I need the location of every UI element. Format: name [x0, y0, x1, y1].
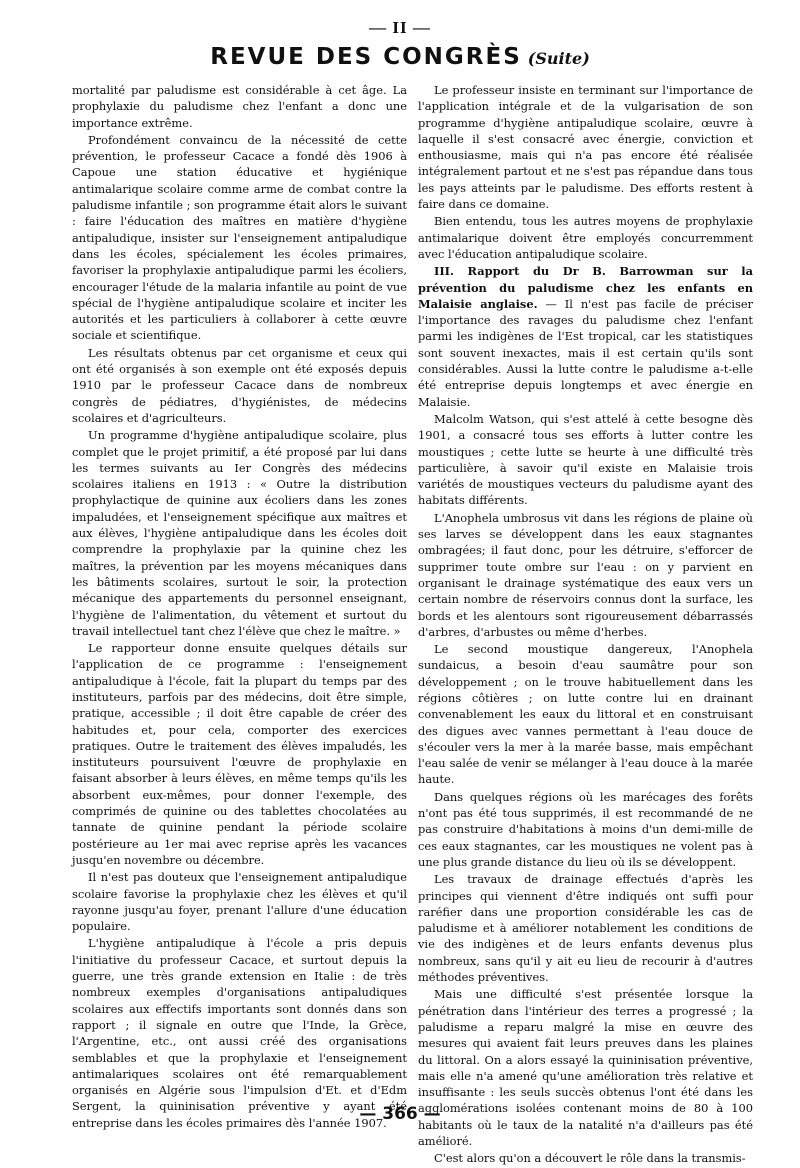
- right-column: [418, 82, 753, 1168]
- paragraph: Le rapporteur donne ensuite quelques détails sur l'application de ce programme : l'enseignement antipaludique à l'école, fait la plupart du temps par des instituteurs, parfois par des médecins, doit être simple, pratique, accessible ; il doit être capable de créer des habitudes et, pour cela, comporter des exercices pratiques. Outre le traitement des élèves impaludés, les instituteurs poursuivent l'œuvre de prophylaxie en faisant absorber à leurs élèves, en même temps qu'ils les absorbent eux-mêmes, pour donner l'exemple, des comprimés de quinine ou des tablettes chocolatées au tannate de quinine pendant la période scolaire postérieure au 1er mai avec reprise après les vacances jusqu'en novembre ou décembre.: [72, 641, 407, 867]
- section-body: — Il n'est pas facile de préciser l'importance des ravages du paludisme chez l'enfant parmi les indigènes de l'Est tropical, car les statistiques sont souvent inexactes, mais il est certain qu'ils sont considérables. Aussi la lutte contre le paludisme a-t-elle été entreprise depuis longtemps et avec énergie en Malaisie.: [418, 296, 754, 409]
- paragraph: Les résultats obtenus par cet organisme et ceux qui ont été organisés à son exemple ont été exposés depuis 1910 par le professeur Cacace dans de nombreux congrès de pédiatres, d'hygiénistes, de médecins scolaires et d'agriculteurs.: [72, 345, 407, 425]
- paragraph: Les travaux de drainage effectués d'après les principes qui viennent d'être indiqués ont suffi pour raréfier dans une proportion considérable les cas de paludisme et à améliorer notablement les conditions de vie des indigènes et de leurs enfants devenus plus nombreux, sans qu'il y ait eu lieu de recourir à d'autres méthodes préventives.: [418, 872, 753, 985]
- page-roman-numeral: — II —: [369, 18, 431, 37]
- page-header: [0, 44, 800, 70]
- journal-title-suite: (Suite): [527, 49, 590, 68]
- paragraph: L'hygiène antipaludique à l'école a pris depuis l'initiative du professeur Cacace, et surtout depuis la guerre, une très grande extension en Italie : de très nombreux exemples d'organisations antipaludiques scolaires aux effectifs importants sont donnés dans son rapport ; il signale en outre que l'Inde, la Grèce, l'Argentine, etc., ont aussi créé des organisations semblables et que la prophylaxie et l'enseignement antimalariques scolaires ont été remarquablement organisés en Algérie sous l'impulsion d'Et. et d'Edm Sergent, la quininisation préventive y ayant été entreprise dans les écoles primaires dès l'année 1907.: [72, 936, 407, 1130]
- paragraph: Le professeur insiste en terminant sur l'importance de l'application intégrale et de la vulgarisation de son programme d'hygiène antipaludique scolaire, œuvre à laquelle il s'est consacré avec énergie, conviction et enthousiasme, mais qui n'a pas encore été réalisée intégralement partout et ne s'est pas répandue dans tous les pays atteints par le paludisme. Des efforts restent à faire dans ce domaine.: [418, 83, 753, 212]
- journal-title: REVUE DES CONGRÈS: [210, 44, 522, 70]
- paragraph: mortalité par paludisme est considérable à cet âge. La prophylaxie du paludisme chez l'enfant a donc une importance extrême.: [72, 83, 407, 130]
- section-heading: III. Rapport du Dr B. Barrowman sur la prévention du paludisme chez les enfants en Malaisie anglaise.: [418, 264, 753, 311]
- paragraph: Malcolm Watson, qui s'est attelé à cette besogne dès 1901, a consacré tous ses efforts à lutter contre les moustiques ; cette lutte se heurte à une difficulté très particulière, à savoir qu'il existe en Malaisie trois variétés de moustiques vecteurs du paludisme ayant des habitats différents.: [418, 411, 753, 508]
- paragraph: Mais une difficulté s'est présentée lorsque la pénétration dans l'intérieur des terres a progressé ; la paludisme a reparu malgré la mise en œuvre des mesures qui avaient fait leurs preuves dans les plaines du littoral. On a alors essayé la quininisation préventive, mais elle n'a amené qu'une amélioration très relative et insuffisante : les seuls succès obtenus l'ont été dans les agglomérations isolées contenant moins de 80 à 100 habitants où le taux de la natalité n'a d'ailleurs pas été amélioré.: [418, 987, 753, 1148]
- paragraph: Dans quelques régions où les marécages des forêts n'ont pas été tous supprimés, il est recommandé de ne pas construire d'habitations à moins d'un demi-mille de ces eaux stagnantes, car les moustiques ne volent pas à une plus grande distance du lieu où ils se développent.: [418, 789, 753, 869]
- paragraph: Un programme d'hygiène antipaludique scolaire, plus complet que le projet primitif, a été proposé par lui dans les termes suivants au Ier Congrès des médecins scolaires italiens en 1913 : « Outre la distribution prophylactique de quinine aux écoliers dans les zones impaludées, et l'enseignement spécifique aux maîtres et aux élèves, l'hygiène antipaludique dans les écoles doit comprendre la prophylaxie par la quinine chez les maîtres, la prévention par les moyens mécaniques dans les bâtiments scolaires, surtout le soir, la protection mécanique des appartements du personnel enseignant, l'hygiène de l'alimentation, du vêtement et surtout du travail intellectuel tant chez l'élève que chez le maître. »: [72, 428, 407, 638]
- page-number: — 366 —: [359, 1104, 441, 1124]
- paragraph: Profondément convaincu de la nécessité de cette prévention, le professeur Cacace a fondé dès 1906 à Capoue une station éducative et hygiénique antimalarique scolaire comme arme de combat contre la paludisme infantile ; son programme était alors le suivant : faire l'éducation des maîtres en matière d'hygiène antipaludique, insister sur l'enseignement antipaludique dans les écoles, spécialement les écoles primaires, favoriser la prophylaxie antipaludique parmi les écoliers, encourager l'étude de la malaria infantile au point de vue spécial de l'hygiène antipaludique scolaire et inciter les autorités et les particuliers à collaborer à cette œuvre sociale et scientifique.: [72, 132, 407, 343]
- paragraph: Bien entendu, tous les autres moyens de prophylaxie antimalarique doivent être employés concurremment avec l'éducation antipaludique scolaire.: [418, 214, 753, 261]
- left-column: [72, 82, 407, 1132]
- paragraph: L'Anophela umbrosus vit dans les régions de plaine où ses larves se développent dans les eaux stagnantes ombragées; il faut donc, pour les détruire, s'efforcer de supprimer toute ombre sur l'eau : on y parvient en organisant le drainage systématique des eaux vers un certain nombre de réservoirs connus dont la surface, les bords et les alentours sont rigoureusement débarrassés d'arbres, d'arbustes ou même d'herbes.: [418, 510, 753, 639]
- paragraph: Le second moustique dangereux, l'Anophela sundaicus, a besoin d'eau saumâtre pour son développement ; on le trouve habituellement dans les régions côtières ; on lutte contre lui en drainant convenablement les eaux du littoral et en construisant des digues avec vannes permettant à l'eau douce de s'écouler vers la mer à la marée basse, mais empêchant l'eau salée de venir se mélanger à l'eau douce à la marée haute.: [418, 642, 753, 787]
- section-paragraph: [418, 263, 753, 410]
- paragraph: Il n'est pas douteux que l'enseignement antipaludique scolaire favorise la prophylaxie chez les élèves et qu'il rayonne jusqu'au foyer, prenant l'allure d'une éducation populaire.: [72, 870, 407, 934]
- paragraph: C'est alors qu'on a découvert le rôle dans la transmis-: [434, 1151, 746, 1166]
